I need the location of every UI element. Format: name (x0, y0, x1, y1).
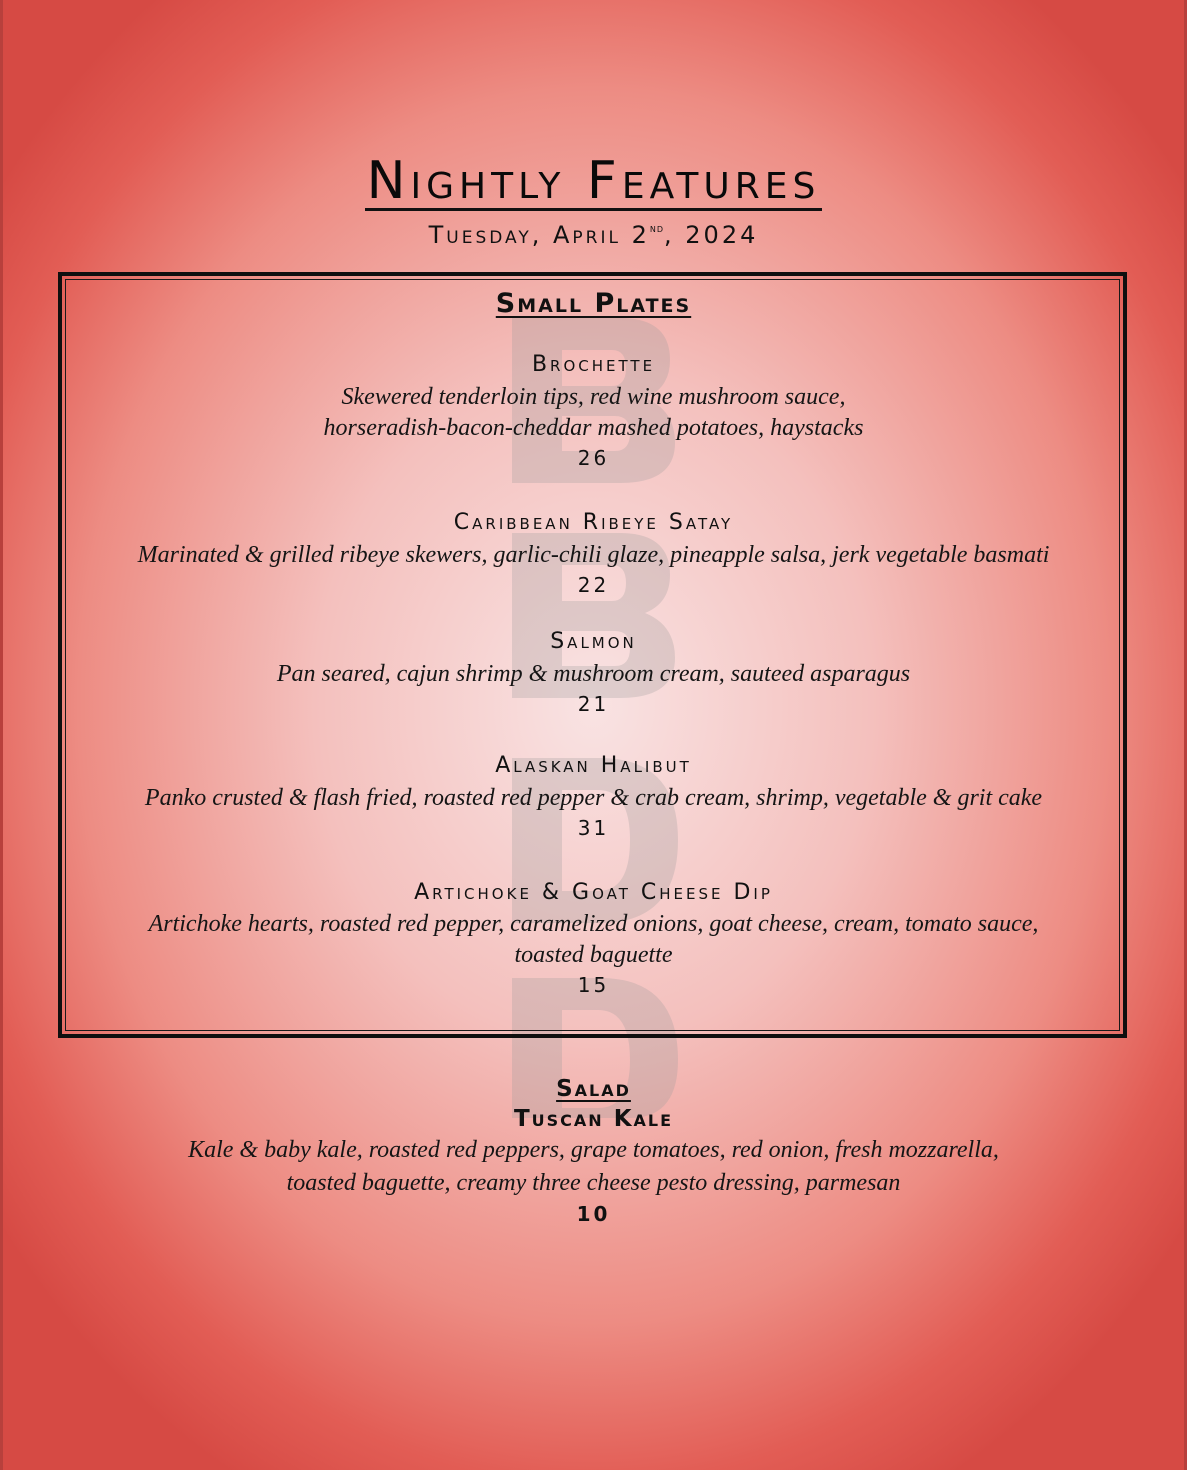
small-plates-heading: Small Plates (495, 288, 692, 319)
menu-item-price: 26 (577, 446, 610, 470)
menu-item-caribbean-ribeye-satay (0, 508, 1187, 599)
menu-item-price: 21 (577, 692, 610, 716)
menu-date-year: , 2024 (664, 221, 759, 249)
menu-item-name: Salmon (550, 629, 637, 654)
menu-date-main: Tuesday, April 2 (428, 221, 650, 249)
menu-title: Nightly Features (366, 151, 821, 211)
menu-item-description: Skewered tenderloin tips, red wine mushroom sauce, (341, 384, 846, 410)
menu-item-alaskan-halibut (0, 751, 1187, 842)
salad-item-price: 10 (576, 1202, 611, 1226)
menu-item-price: 22 (577, 573, 610, 597)
salad-item-description-line-2: toasted baguette, creamy three cheese pesto dressing, parmesan (286, 1170, 901, 1196)
menu-item-description-line-2: horseradish-bacon-cheddar mashed potatoes, haystacks (323, 415, 864, 441)
salad-item-name: Tuscan Kale (513, 1106, 674, 1132)
menu-item-name: Alaskan Halibut (495, 753, 692, 778)
menu-date (0, 221, 1187, 249)
menu-item-name: Brochette (531, 352, 656, 377)
menu-date-suffix: nd (649, 221, 665, 235)
menu-item-description: Artichoke hearts, roasted red pepper, caramelized onions, goat cheese, cream, tomato sauce, (148, 911, 1039, 937)
menu-item-artichoke-goat-cheese-dip (0, 878, 1187, 999)
menu-item-price: 31 (577, 816, 610, 840)
menu-item-description: Panko crusted & flash fried, roasted red pepper & crab cream, shrimp, vegetable & grit cake (144, 785, 1043, 811)
menu-item-description-line-2: toasted baguette (514, 942, 673, 968)
menu-item-description: Pan seared, cajun shrimp & mushroom cream, sauteed asparagus (276, 661, 911, 687)
menu-item-price: 15 (577, 973, 610, 997)
menu-header (0, 151, 1187, 249)
menu-item-name: Artichoke & Goat Cheese Dip (414, 880, 773, 905)
menu-item-salmon (0, 627, 1187, 718)
small-plates-heading-wrap (0, 287, 1187, 321)
salad-heading: Salad (556, 1076, 631, 1102)
menu-item-name: Caribbean Ribeye Satay (453, 510, 734, 535)
menu-item-description: Marinated & grilled ribeye skewers, garlic-chili glaze, pineapple salsa, jerk vegetable basmati (137, 542, 1050, 568)
salad-item-description: Kale & baby kale, roasted red peppers, grape tomatoes, red onion, fresh mozzarella, (188, 1137, 999, 1163)
salad-section (0, 1074, 1187, 1228)
menu-item-brochette (0, 350, 1187, 472)
